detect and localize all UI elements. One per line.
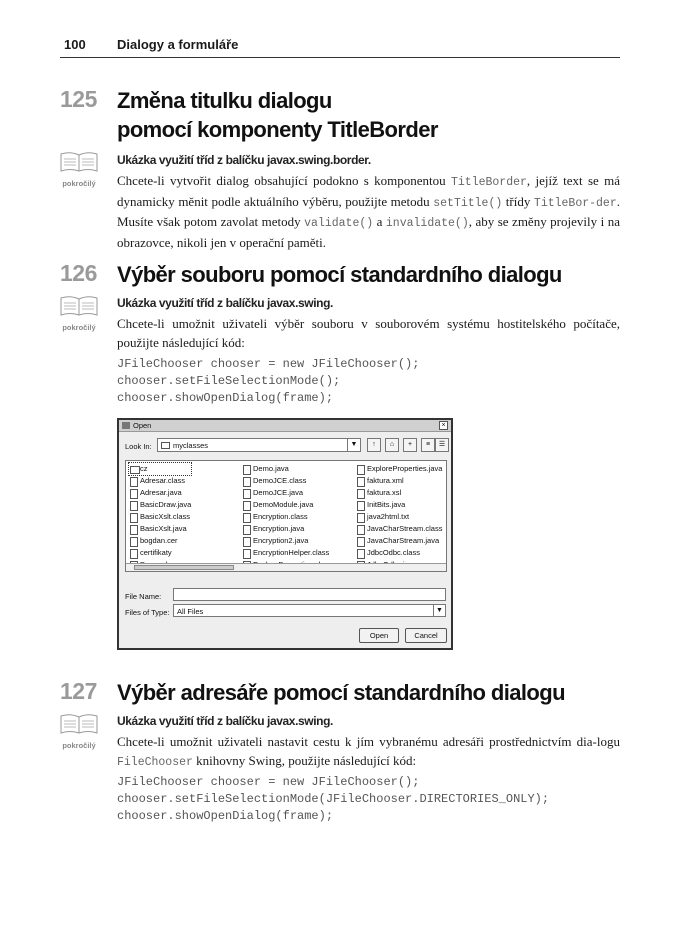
up-folder-icon[interactable]: ↑ xyxy=(367,438,381,452)
code-line: JFileChooser chooser = new JFileChooser(); xyxy=(117,357,420,371)
list-item[interactable]: BasicDraw.java xyxy=(129,499,191,511)
list-view-icon[interactable]: ≡ xyxy=(421,438,435,452)
section-126-subtitle: Ukázka využití tříd z balíčku javax.swing. xyxy=(117,296,333,310)
list-item[interactable]: Adresar.class xyxy=(129,475,191,487)
look-in-value: myclasses xyxy=(173,441,209,450)
section-126-number: 126 xyxy=(60,260,97,286)
list-item[interactable]: Encryption.java xyxy=(242,523,332,535)
list-item[interactable]: BasicXslt.class xyxy=(129,511,191,523)
chevron-down-icon[interactable]: ▼ xyxy=(347,439,360,451)
section-126-body: Chcete-li umožnit uživateli výběr souboru v souborovém systému hostitelského počítače, použijte následující kód: xyxy=(117,316,620,350)
list-item[interactable]: InitBits.java xyxy=(356,499,442,511)
running-head xyxy=(60,36,620,58)
list-item[interactable]: bogdan.cer xyxy=(129,535,191,547)
section-127-title: Výběr adresáře pomocí standardního dialogu xyxy=(117,680,565,705)
list-item[interactable]: DemoJCE.java xyxy=(242,487,332,499)
code-line: chooser.setFileSelectionMode(); xyxy=(117,374,341,388)
code-line: chooser.showOpenDialog(frame); xyxy=(117,391,334,405)
level-badge-label: pokročilý xyxy=(62,323,96,332)
chapter-title: Dialogy a formuláře xyxy=(117,37,239,52)
dialog-title: Open xyxy=(133,421,152,430)
page-number: 100 xyxy=(64,37,86,52)
list-item[interactable]: ExploreProperties.java xyxy=(356,463,442,475)
list-item[interactable]: java2html.txt xyxy=(356,511,442,523)
book-icon xyxy=(60,296,98,316)
list-item[interactable]: EncryptionHelper.class xyxy=(242,547,332,559)
code-line: JFileChooser chooser = new JFileChooser(); xyxy=(117,775,420,789)
section-125-number: 125 xyxy=(60,86,97,112)
files-of-type-select[interactable] xyxy=(173,604,446,617)
look-in-combo[interactable] xyxy=(157,438,361,452)
list-item[interactable]: Encryption.class xyxy=(242,511,332,523)
scrollbar-thumb[interactable] xyxy=(134,565,234,570)
list-item[interactable]: JdbcOdbc.class xyxy=(356,547,442,559)
level-badge xyxy=(60,714,100,750)
close-icon[interactable]: × xyxy=(439,421,448,430)
list-item[interactable]: faktura.xsl xyxy=(356,487,442,499)
section-127-code xyxy=(117,774,549,825)
section-125-subtitle: Ukázka využití tříd z balíčku javax.swing.border. xyxy=(117,153,371,167)
list-item[interactable]: Demo.java xyxy=(242,463,332,475)
section-125-title-line-1: Změna titulku dialogu xyxy=(117,88,332,113)
list-item[interactable]: BasicXslt.java xyxy=(129,523,191,535)
list-item[interactable]: certifikaty xyxy=(129,547,191,559)
list-item[interactable]: cz xyxy=(129,463,191,475)
horizontal-scrollbar[interactable] xyxy=(126,563,446,571)
file-list[interactable] xyxy=(125,460,447,572)
section-127-body: Chcete-li umožnit uživateli nastavit cestu k jím vybranému adresáři prostřednictvím dia-logu FileChooser knihovny Swing, použijte následující kód: xyxy=(117,734,620,769)
list-item[interactable]: DemoJCE.class xyxy=(242,475,332,487)
file-column-1 xyxy=(129,463,191,571)
level-badge-label: pokročilý xyxy=(62,741,96,750)
level-badge xyxy=(60,152,100,188)
files-of-type-label: Files of Type: xyxy=(125,608,170,617)
dialog-titlebar xyxy=(119,420,451,432)
files-of-type-value: All Files xyxy=(177,607,204,616)
book-icon xyxy=(60,714,98,734)
file-column-2 xyxy=(242,463,332,571)
list-item[interactable]: DemoModule.java xyxy=(242,499,332,511)
file-column-3 xyxy=(356,463,442,571)
chevron-down-icon[interactable]: ▼ xyxy=(433,605,445,616)
details-view-icon[interactable]: ☰ xyxy=(435,438,449,452)
book-icon xyxy=(60,152,98,172)
code-line: chooser.showOpenDialog(frame); xyxy=(117,809,334,823)
file-name-input[interactable] xyxy=(173,588,446,601)
new-folder-icon[interactable]: + xyxy=(403,438,417,452)
home-icon[interactable]: ⌂ xyxy=(385,438,399,452)
level-badge-label: pokročilý xyxy=(62,179,96,188)
open-button[interactable]: Open xyxy=(359,628,399,643)
list-item[interactable]: faktura.xml xyxy=(356,475,442,487)
open-dialog-screenshot xyxy=(117,418,453,650)
section-126-code xyxy=(117,356,419,407)
code-line: chooser.setFileSelectionMode(JFileChooser.DIRECTORIES_ONLY); xyxy=(117,792,550,806)
level-badge xyxy=(60,296,100,332)
list-item[interactable]: Adresar.java xyxy=(129,487,191,499)
list-item[interactable]: JavaCharStream.java xyxy=(356,535,442,547)
look-in-label: Look In: xyxy=(125,442,152,451)
section-125-body: Chcete-li vytvořit dialog obsahující podokno s komponentou TitleBorder, jejíž text se má dynamicky měnit podle aktuálního výběru, použijte metodu setTitle() třídy TitleBor-der. Musíte však potom zavolat metody validate() a invalidate(), aby se změny projevily i na obrazovce, nikoli jen v operační paměti. xyxy=(117,173,620,250)
section-127-number: 127 xyxy=(60,678,97,704)
cancel-button[interactable]: Cancel xyxy=(405,628,447,643)
java-cup-icon xyxy=(122,422,130,429)
list-item[interactable]: JavaCharStream.class xyxy=(356,523,442,535)
folder-icon xyxy=(161,442,170,449)
list-item[interactable]: Encryption2.java xyxy=(242,535,332,547)
section-127-subtitle: Ukázka využití tříd z balíčku javax.swing. xyxy=(117,714,333,728)
section-126-title: Výběr souboru pomocí standardního dialogu xyxy=(117,262,562,287)
section-125-title xyxy=(117,86,438,144)
file-name-label: File Name: xyxy=(125,592,162,601)
section-125-title-line-2: pomocí komponenty TitleBorder xyxy=(117,117,438,142)
